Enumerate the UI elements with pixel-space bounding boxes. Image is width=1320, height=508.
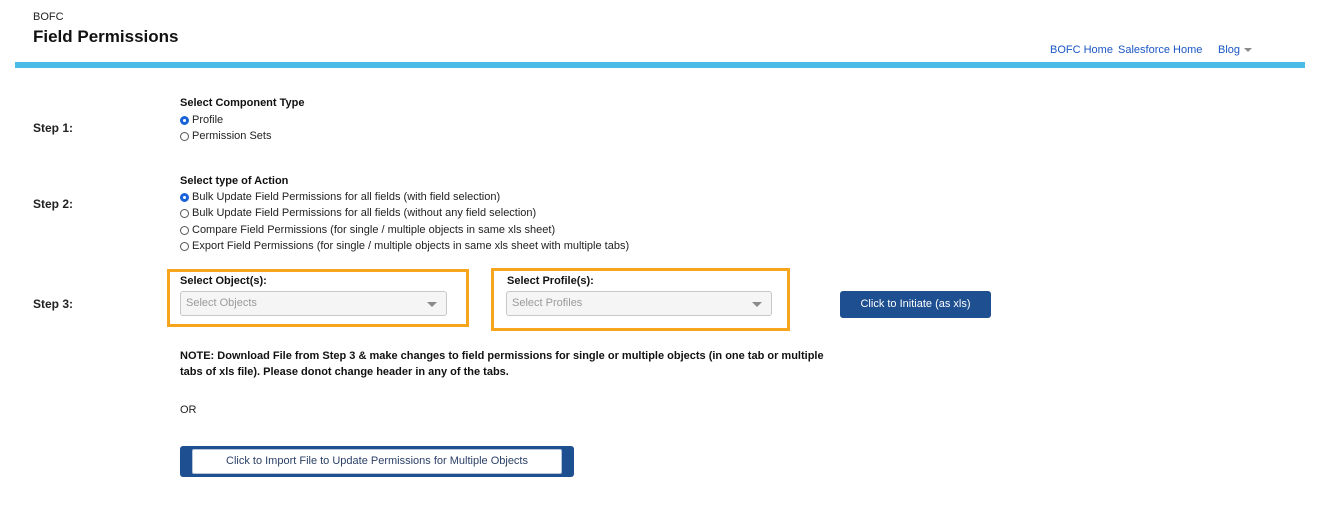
radio-option-export[interactable] [180,240,629,252]
step1-title: Select Component Type [180,97,305,109]
radio-unchecked-icon[interactable] [180,242,189,251]
chevron-down-icon [1244,48,1252,52]
nav-blog-label: Blog [1218,44,1241,56]
step2-label: Step 2: [33,197,74,211]
radio-option-profile[interactable] [180,114,223,126]
import-file-button[interactable]: Click to Import File to Update Permissions for Multiple Objects [192,449,562,474]
note-text: NOTE: Download File from Step 3 & make changes to field permissions for single or multiple objects (in one tab or multiple tabs of xls file). Please donot change header in any of the tabs. [180,350,824,378]
nav-link-salesforce-home[interactable]: Salesforce Home [1118,44,1203,56]
page-title: Field Permissions [33,27,179,46]
nav-dropdown-blog[interactable] [1218,44,1252,56]
or-divider-text: OR [180,404,197,416]
radio-unchecked-icon[interactable] [180,209,189,218]
radio-label: Compare Field Permissions (for single / multiple objects in same xls sheet) [192,224,556,236]
radio-label: Profile [192,114,224,126]
radio-checked-icon[interactable] [180,193,189,202]
select-profiles-dropdown[interactable] [506,291,772,316]
select-objects-dropdown[interactable] [180,291,447,316]
radio-unchecked-icon[interactable] [180,226,189,235]
radio-option-bulk-with-selection[interactable] [180,191,500,203]
radio-checked-icon[interactable] [180,116,189,125]
import-button-frame[interactable] [180,446,574,477]
header-accent-bar [15,62,1305,68]
select-objects-placeholder: Select Objects [186,297,257,309]
radio-option-compare[interactable] [180,224,555,236]
org-name: BOFC [33,11,64,23]
radio-unchecked-icon[interactable] [180,132,189,141]
nav-link-bofc-home[interactable]: BOFC Home [1050,44,1113,56]
radio-option-bulk-without-selection[interactable] [180,207,536,219]
select-profiles-label: Select Profile(s): [507,275,594,287]
radio-label: Permission Sets [192,130,272,142]
select-objects-label: Select Object(s): [180,275,267,287]
radio-label: Bulk Update Field Permissions for all fields (with field selection) [192,191,501,203]
radio-option-permission-sets[interactable] [180,130,271,142]
initiate-xls-button[interactable]: Click to Initiate (as xls) [840,291,991,318]
dropdown-arrow-icon [752,302,762,307]
radio-label: Export Field Permissions (for single / multiple objects in same xls sheet with multiple tabs) [192,240,630,252]
select-profiles-placeholder: Select Profiles [512,297,583,309]
step1-label: Step 1: [33,121,74,135]
radio-label: Bulk Update Field Permissions for all fields (without any field selection) [192,207,537,219]
step2-title: Select type of Action [180,175,289,187]
step3-label: Step 3: [33,297,74,311]
dropdown-arrow-icon [427,302,437,307]
